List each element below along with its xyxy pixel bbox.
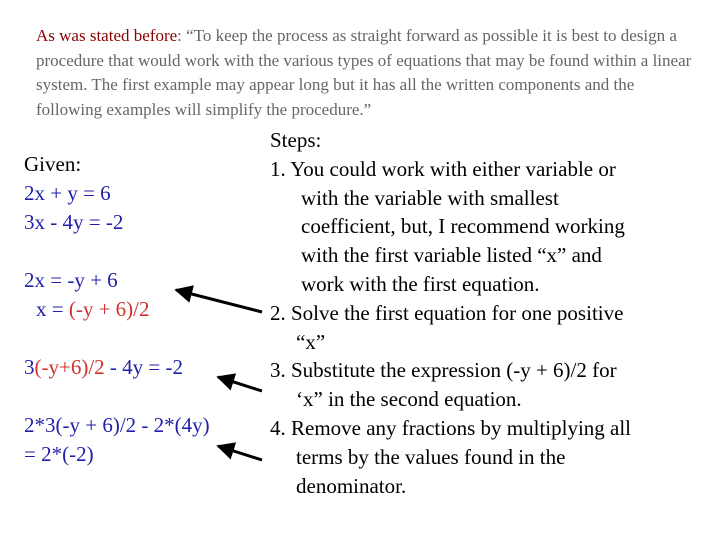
- step-4-line-3: denominator.: [296, 473, 407, 498]
- step-3-line-2: ‘x” in the second equation.: [296, 387, 522, 412]
- equation-1: 2x + y = 6: [24, 181, 111, 205]
- step-2-line-2: “x”: [296, 329, 326, 354]
- arrow-step-2: [176, 290, 262, 312]
- solve-step: 2x = -y + 6: [24, 268, 118, 292]
- step-1-line-3: coefficient, but, I recommend working: [301, 214, 625, 239]
- step-4-line-2: terms by the values found in the: [296, 444, 566, 469]
- steps-title: Steps:: [270, 128, 322, 152]
- x-solution-expression: (-y + 6)/2: [68, 297, 150, 321]
- step-1-line-4: with the first variable listed “x” and: [301, 243, 602, 268]
- substitution-expression: (-y+6)/2: [34, 355, 105, 379]
- intro-lead: As was stated before: [36, 26, 178, 45]
- arrow-step-4: [218, 446, 262, 460]
- x-solution-prefix: x =: [36, 297, 69, 321]
- step-4-line-1: 4. Remove any fractions by multiplying all: [270, 415, 632, 440]
- substitution-coefficient: 3: [24, 355, 35, 379]
- step-3-line-1: 3. Substitute the expression (-y + 6)/2 for: [270, 358, 617, 383]
- given-label: Given:: [24, 152, 82, 176]
- step-2-line-1: 2. Solve the first equation for one positive: [270, 300, 624, 325]
- arrow-step-3: [218, 377, 262, 391]
- step-1-line-2: with the variable with smallest: [301, 185, 559, 210]
- step-1-line-5: work with the first equation.: [301, 271, 540, 296]
- multiply-line-2: = 2*(-2): [24, 442, 94, 466]
- substitution-rest: - 4y = -2: [104, 355, 184, 379]
- intro-quote: : “To keep the process as straight forward as possible it is best to design a procedure that would work with the various types of equations that may be found within a linear system. The first example may appear long but it has all the written components and the following examples will simplify the procedure.”: [36, 26, 692, 119]
- multiply-line-1: 2*3(-y + 6)/2 - 2*(4y): [24, 413, 210, 437]
- equation-2: 3x - 4y = -2: [24, 210, 124, 234]
- step-1-line-1: 1. You could work with either variable or: [270, 156, 616, 181]
